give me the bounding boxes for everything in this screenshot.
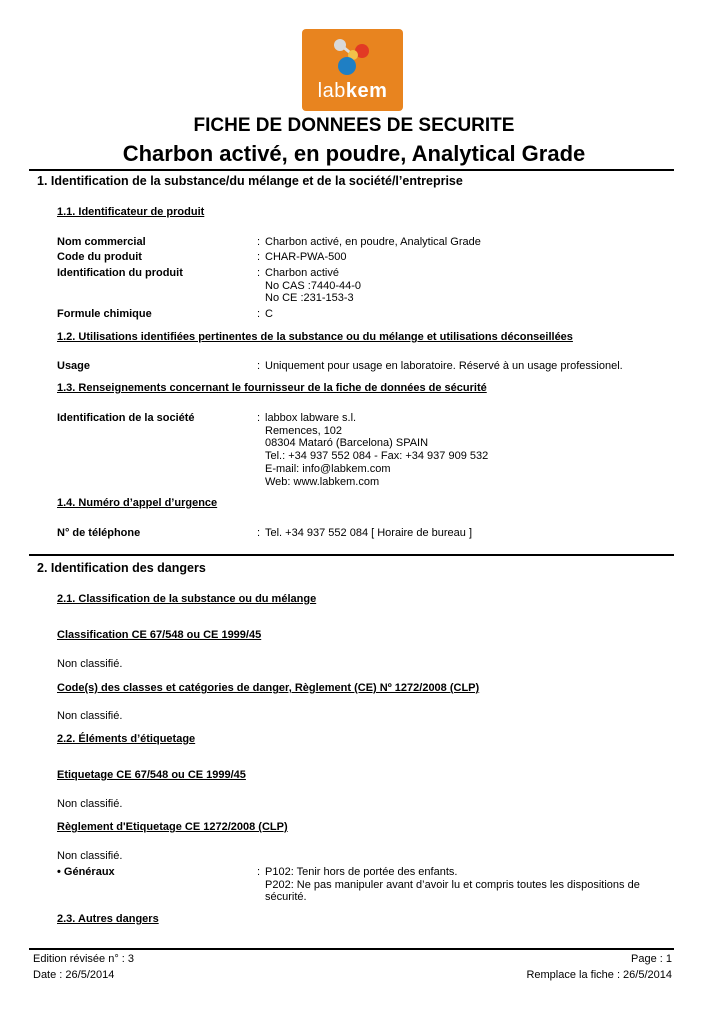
subsection-1-2-heading: 1.2. Utilisations identifiées pertinentes de la substance ou du mélange et utilisations déconseillées (57, 331, 573, 343)
precautionary-statements: P102: Tenir hors de portée des enfants. P202: Ne pas manipuler avant d’avoir lu et compris toutes les dispositions de sécurité. (265, 866, 640, 904)
regulation-heading: Code(s) des classes et catégories de danger, Règlement (CE) Nº 1272/2008 (CLP) (57, 682, 480, 694)
field-label: • Généraux (57, 866, 115, 878)
field-colon: : (257, 267, 261, 279)
supplier-address: labbox labware s.l. Remences, 102 08304 Mataró (Barcelona) SPAIN Tel.: +34 937 552 084 - Fax: +34 937 909 532 E-mail: info@labkem.com Web: www.labkem.com (265, 412, 489, 488)
classification-value: Non classifié. (57, 710, 123, 722)
field-colon: : (257, 236, 261, 248)
field-value: Uniquement pour usage en laboratoire. Réservé à un usage professionel. (265, 360, 623, 372)
field-label: Nom commercial (57, 236, 146, 248)
classification-value: Non classifié. (57, 658, 123, 670)
document-type: FICHE DE DONNEES DE SECURITE (193, 115, 515, 136)
field-label: Identification du produit (57, 267, 183, 279)
field-label: N° de téléphone (57, 527, 141, 539)
field-label: Formule chimique (57, 308, 152, 320)
regulation-heading: Etiquetage CE 67/548 ou CE 1999/45 (57, 769, 246, 781)
page-number: Page : 1 (631, 953, 672, 965)
replaces-date: Remplace la fiche : 26/5/2014 (526, 969, 672, 981)
labelling-value: Non classifié. (57, 850, 123, 862)
field-label: Code du produit (57, 251, 142, 263)
subsection-1-1-heading: 1.1. Identificateur de produit (57, 206, 205, 218)
subsection-2-2-heading: 2.2. Éléments d’étiquetage (57, 733, 196, 745)
field-colon: : (257, 412, 261, 424)
field-colon: : (257, 308, 261, 320)
regulation-heading: Règlement d'Etiquetage CE 1272/2008 (CLP) (57, 821, 288, 833)
edition-date: Date : 26/5/2014 (33, 969, 115, 981)
field-colon: : (257, 360, 261, 372)
regulation-heading: Classification CE 67/548 ou CE 1999/45 (57, 629, 262, 641)
field-value: C (265, 308, 273, 320)
title-divider (29, 169, 674, 171)
field-colon: : (257, 527, 261, 539)
edition-number: Edition révisée n° : 3 (33, 953, 135, 965)
field-value: Charbon activé No CAS :7440-44-0 No CE :231-153-3 (265, 267, 361, 305)
section-2-heading: 2. Identification des dangers (37, 561, 206, 575)
field-value: Charbon activé, en poudre, Analytical Grade (265, 236, 481, 248)
field-value: CHAR-PWA-500 (265, 251, 347, 263)
field-colon: : (257, 866, 261, 878)
labkem-logo (302, 29, 403, 111)
subsection-2-1-heading: 2.1. Classification de la substance ou du mélange (57, 593, 317, 605)
labelling-value: Non classifié. (57, 798, 123, 810)
field-label: Identification de la société (57, 412, 195, 424)
page-title: Charbon activé, en poudre, Analytical Grade (122, 141, 586, 166)
footer-divider (29, 948, 674, 950)
field-label: Usage (57, 360, 91, 372)
subsection-2-3-heading: 2.3. Autres dangers (57, 913, 159, 925)
section-1-heading: 1. Identification de la substance/du mélange et de la société/l’entreprise (37, 174, 463, 188)
subsection-1-3-heading: 1.3. Renseignements concernant le fournisseur de la fiche de données de sécurité (57, 382, 487, 394)
logo-wordmark: labkem (317, 80, 388, 102)
section-divider (29, 554, 674, 556)
field-value: Tel. +34 937 552 084 [ Horaire de bureau ] (265, 527, 473, 539)
subsection-1-4-heading: 1.4. Numéro d’appel d’urgence (57, 497, 218, 509)
field-colon: : (257, 251, 261, 263)
